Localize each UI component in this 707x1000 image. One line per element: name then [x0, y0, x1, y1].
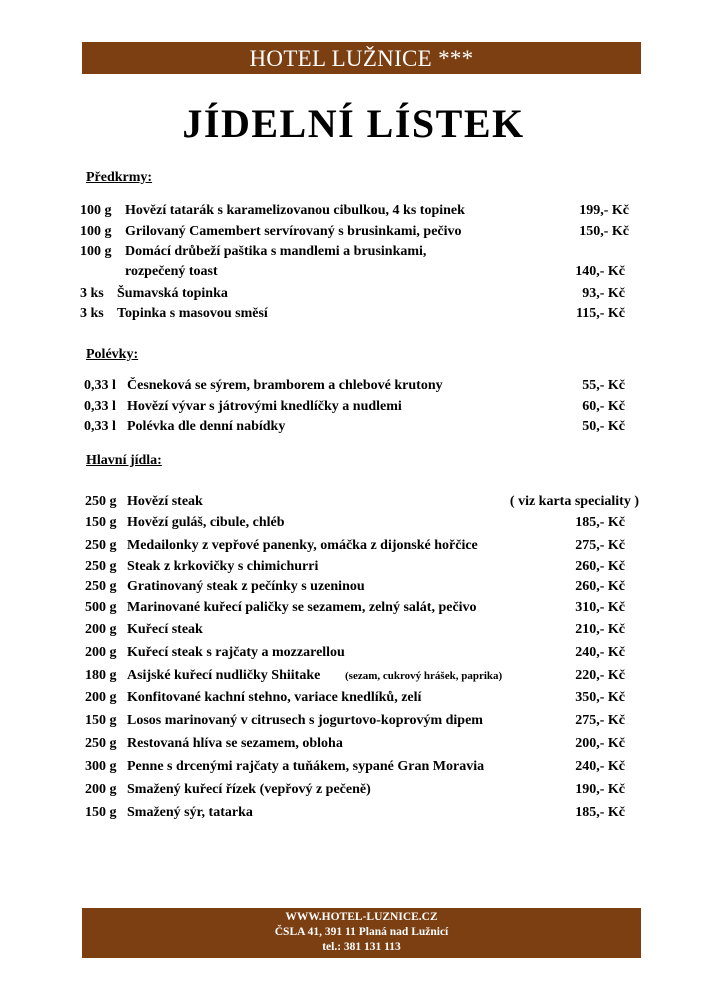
menu-item-row	[0, 284, 707, 304]
menu-item-quantity: 0,33 l	[84, 399, 116, 414]
menu-item-row	[0, 242, 707, 262]
menu-item-row	[0, 513, 707, 533]
menu-item-row	[0, 803, 707, 823]
menu-item-name: rozpečený toast	[125, 264, 218, 279]
menu-item-row	[0, 577, 707, 597]
menu-item-quantity: 200 g	[85, 645, 117, 660]
menu-item-row	[0, 492, 707, 512]
menu-item-name: Asijské kuřecí nudličky Shiitake	[127, 668, 321, 683]
section-heading-polevky: Polévky:	[86, 347, 139, 362]
menu-item-quantity: 100 g	[80, 203, 112, 218]
menu-item-price: 185,- Kč	[575, 515, 625, 530]
menu-item-price: 55,- Kč	[582, 378, 625, 393]
menu-item-quantity: 150 g	[85, 515, 117, 530]
menu-item-row	[0, 688, 707, 708]
menu-item-row	[0, 376, 707, 396]
menu-item-row	[0, 734, 707, 754]
menu-item-price: 93,- Kč	[582, 286, 625, 301]
menu-item-name: Marinované kuřecí paličky se sezamem, zelný salát, pečivo	[127, 600, 477, 615]
menu-item-row	[0, 780, 707, 800]
menu-item-name: Grilovaný Camembert servírovaný s brusinkami, pečivo	[125, 224, 462, 239]
menu-item-quantity: 100 g	[80, 244, 112, 259]
menu-item-row	[0, 666, 707, 686]
menu-item-price: 240,- Kč	[575, 645, 625, 660]
menu-item-row	[0, 262, 707, 282]
menu-item-row	[0, 417, 707, 437]
menu-item-name: Domácí drůbeží paštika s mandlemi a brusinkami,	[125, 244, 427, 259]
menu-item-quantity: 100 g	[80, 224, 112, 239]
menu-title: JÍDELNÍ LÍSTEK	[182, 101, 525, 146]
menu-item-price: ( viz karta speciality )	[509, 494, 639, 509]
menu-item-price: 50,- Kč	[582, 419, 625, 434]
menu-item-name: Hovězí steak	[127, 494, 203, 509]
menu-item-price: 220,- Kč	[575, 668, 625, 683]
menu-item-quantity: 200 g	[85, 782, 117, 797]
menu-item-name: Hovězí tatarák s karamelizovanou cibulkou, 4 ks topinek	[125, 203, 465, 218]
footer-phone: tel.: 381 131 113	[322, 941, 401, 953]
menu-item-note: (sezam, cukrový hrášek, paprika)	[345, 670, 503, 682]
menu-item-price: 190,- Kč	[575, 782, 625, 797]
menu-item-name: Smažený kuřecí řízek (vepřový z pečeně)	[127, 782, 371, 797]
menu-item-row	[0, 757, 707, 777]
menu-item-price: 260,- Kč	[575, 559, 625, 574]
menu-item-quantity: 500 g	[85, 600, 117, 615]
menu-item-quantity: 150 g	[85, 713, 117, 728]
menu-item-quantity: 180 g	[85, 668, 117, 683]
menu-item-row	[0, 304, 707, 324]
menu-item-price: 350,- Kč	[575, 690, 625, 705]
menu-item-quantity: 150 g	[85, 805, 117, 820]
menu-item-price: 200,- Kč	[575, 736, 625, 751]
menu-item-price: 185,- Kč	[575, 805, 625, 820]
menu-item-quantity: 250 g	[85, 538, 117, 553]
footer-website: WWW.HOTEL-LUZNICE.CZ	[285, 911, 438, 923]
menu-item-name: Kuřecí steak s rajčaty a mozzarellou	[127, 645, 345, 660]
menu-item-name: Topinka s masovou směsí	[117, 306, 268, 321]
menu-item-name: Steak z krkovičky s chimichurri	[127, 559, 319, 574]
menu-item-quantity: 250 g	[85, 494, 117, 509]
section-heading-predkrmy: Předkrmy:	[86, 170, 153, 185]
menu-item-name: Polévka dle denní nabídky	[127, 419, 286, 434]
menu-item-quantity: 0,33 l	[84, 378, 116, 393]
menu-item-price: 150,- Kč	[579, 224, 629, 239]
menu-item-price: 275,- Kč	[575, 538, 625, 553]
menu-item-price: 310,- Kč	[575, 600, 625, 615]
menu-item-price: 275,- Kč	[575, 713, 625, 728]
menu-item-price: 199,- Kč	[579, 203, 629, 218]
menu-item-name: Losos marinovaný v citrusech s jogurtovo-koprovým dipem	[127, 713, 483, 728]
menu-item-name: Restovaná hlíva se sezamem, obloha	[127, 736, 343, 751]
menu-item-quantity: 250 g	[85, 736, 117, 751]
menu-item-row	[0, 598, 707, 618]
menu-item-quantity: 3 ks	[80, 306, 104, 321]
hotel-name: HOTEL LUŽNICE ***	[249, 46, 474, 71]
menu-item-name: Penne s drcenými rajčaty a tuňákem, sypané Gran Moravia	[127, 759, 485, 774]
menu-item-name: Česneková se sýrem, bramborem a chlebové krutony	[127, 378, 443, 393]
menu-item-name: Kuřecí steak	[127, 622, 203, 637]
section-heading-hlavni: Hlavní jídla:	[86, 453, 162, 468]
menu-item-row	[0, 397, 707, 417]
footer-banner	[82, 908, 641, 958]
menu-item-row	[0, 222, 707, 242]
footer-address: ČSLA 41, 391 11 Planá nad Lužnicí	[274, 926, 449, 938]
menu-item-name: Smažený sýr, tatarka	[127, 805, 253, 820]
menu-item-price: 60,- Kč	[582, 399, 625, 414]
menu-item-quantity: 200 g	[85, 690, 117, 705]
menu-item-quantity: 250 g	[85, 559, 117, 574]
menu-item-name: Hovězí guláš, cibule, chléb	[127, 515, 285, 530]
menu-item-price: 140,- Kč	[575, 264, 625, 279]
menu-item-price: 240,- Kč	[575, 759, 625, 774]
menu-item-quantity: 0,33 l	[84, 419, 116, 434]
menu-item-quantity: 300 g	[85, 759, 117, 774]
menu-item-name: Hovězí vývar s játrovými knedlíčky a nudlemi	[127, 399, 402, 414]
menu-item-price: 115,- Kč	[576, 306, 625, 321]
menu-item-quantity: 250 g	[85, 579, 117, 594]
menu-item-quantity: 200 g	[85, 622, 117, 637]
menu-item-price: 210,- Kč	[575, 622, 625, 637]
menu-item-row	[0, 201, 707, 221]
menu-item-name: Konfitované kachní stehno, variace knedlíků, zelí	[127, 690, 422, 705]
menu-item-name: Šumavská topinka	[117, 286, 228, 301]
menu-item-row	[0, 620, 707, 640]
menu-item-row	[0, 557, 707, 577]
menu-item-price: 260,- Kč	[575, 579, 625, 594]
menu-item-row	[0, 643, 707, 663]
menu-item-row	[0, 711, 707, 731]
menu-item-quantity: 3 ks	[80, 286, 104, 301]
hotel-name-banner	[82, 42, 641, 74]
menu-item-row	[0, 536, 707, 556]
menu-item-name: Gratinovaný steak z pečínky s uzeninou	[127, 579, 365, 594]
menu-item-name: Medailonky z vepřové panenky, omáčka z dijonské hořčice	[127, 538, 478, 553]
